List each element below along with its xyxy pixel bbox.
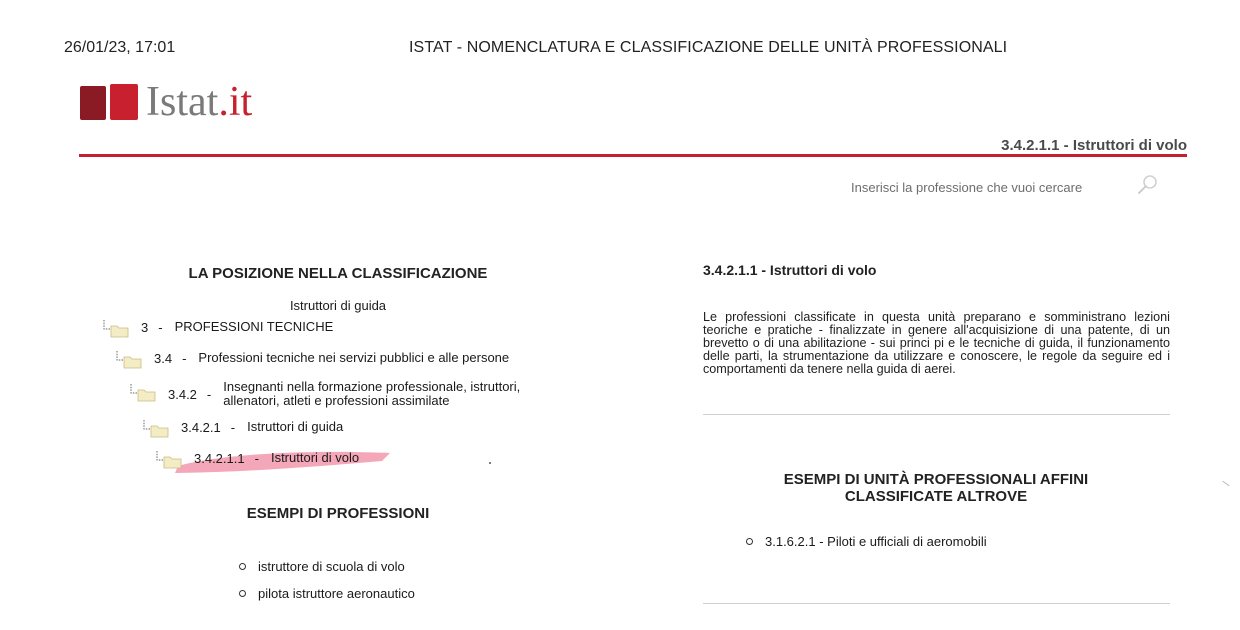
section-divider — [703, 603, 1170, 604]
istat-logo-mark — [78, 80, 140, 124]
list-item-label: istruttore di scuola di volo — [258, 559, 405, 574]
bullet-icon — [239, 563, 246, 570]
tree-node-label: Insegnanti nella formazione professionale, istruttori, allenatori, atleti e professioni assimilate — [223, 379, 521, 408]
tree-node-separator: - — [254, 451, 259, 466]
tree-node-level-1[interactable] — [103, 320, 333, 338]
tree-node-code: 3.4.2.1.1 — [194, 451, 245, 466]
search-box — [845, 176, 1165, 200]
tree-node-code: 3.4.2 — [168, 387, 197, 402]
position-heading: LA POSIZIONE NELLA CLASSIFICAZIONE — [188, 265, 488, 282]
folder-icon — [103, 320, 129, 338]
tree-node-level-4[interactable] — [143, 420, 343, 438]
tree-node-label: PROFESSIONI TECNICHE — [174, 319, 334, 334]
tree-node-label: Istruttori di guida — [247, 419, 344, 434]
related-heading: ESEMPI DI UNITÀ PROFESSIONALI AFFINI CLASSIFICATE ALTROVE — [783, 471, 1089, 505]
tree-node-label: Professioni tecniche nei servizi pubblici e alle persone — [198, 350, 510, 365]
tree-node-separator: - — [182, 351, 187, 366]
tree-node-separator: - — [158, 320, 163, 335]
list-item[interactable] — [746, 534, 987, 549]
list-item-label: pilota istruttore aeronautico — [258, 586, 415, 601]
tree-node-level-2[interactable] — [116, 351, 509, 369]
tree-node-code: 3.4.2.1 — [181, 420, 221, 435]
tree-node-code: 3 — [141, 320, 149, 335]
bullet-icon — [239, 590, 246, 597]
scan-speck — [489, 462, 491, 464]
examples-heading: ESEMPI DI PROFESSIONI — [246, 505, 430, 522]
print-datetime: 26/01/23, 17:01 — [64, 39, 176, 56]
folder-icon — [143, 420, 169, 438]
tree-node-separator: - — [206, 387, 212, 402]
folder-icon — [116, 351, 142, 369]
istat-logo-text: Istat.it — [146, 79, 253, 125]
section-divider — [703, 414, 1170, 415]
search-input[interactable] — [845, 176, 1142, 198]
tree-node-code: 3.4 — [154, 351, 173, 366]
folder-icon — [156, 451, 182, 469]
related-link[interactable]: 3.1.6.2.1 - Piloti e ufficiali di aeromobili — [765, 534, 987, 549]
search-icon[interactable] — [1135, 172, 1161, 198]
scan-speck — [1222, 481, 1229, 486]
folder-icon — [130, 384, 156, 402]
breadcrumb: 3.4.2.1.1 - Istruttori di volo — [1001, 137, 1187, 154]
tree-node-separator: - — [230, 420, 236, 435]
header-divider — [79, 154, 1187, 157]
position-subtitle: Istruttori di guida — [289, 298, 387, 313]
list-item — [239, 586, 415, 601]
print-page-title: ISTAT - NOMENCLATURA E CLASSIFICAZIONE DELLE UNITÀ PROFESSIONALI — [409, 39, 1008, 56]
bullet-icon — [746, 538, 753, 545]
tree-node-label: Istruttori di volo — [270, 450, 360, 465]
tree-node-level-3[interactable] — [130, 380, 578, 408]
list-item — [239, 559, 405, 574]
tree-node-level-5-current[interactable] — [156, 451, 359, 469]
detail-description: Le professioni classificate in questa unità preparano e somministrano lezioni teoriche e pratiche - finalizzate in genere all'acquisizione di una patente, di un brevetto o di una abilitazione - sui princi pi e le tecniche di guida, il funzionamento delle parti, la strumentazione da utilizzare e conoscere, le regole da seguire ed i comportamenti da tenere nella guida di aerei. — [703, 310, 1170, 376]
istat-logo[interactable] — [78, 80, 252, 124]
detail-title: 3.4.2.1.1 - Istruttori di volo — [703, 262, 877, 278]
